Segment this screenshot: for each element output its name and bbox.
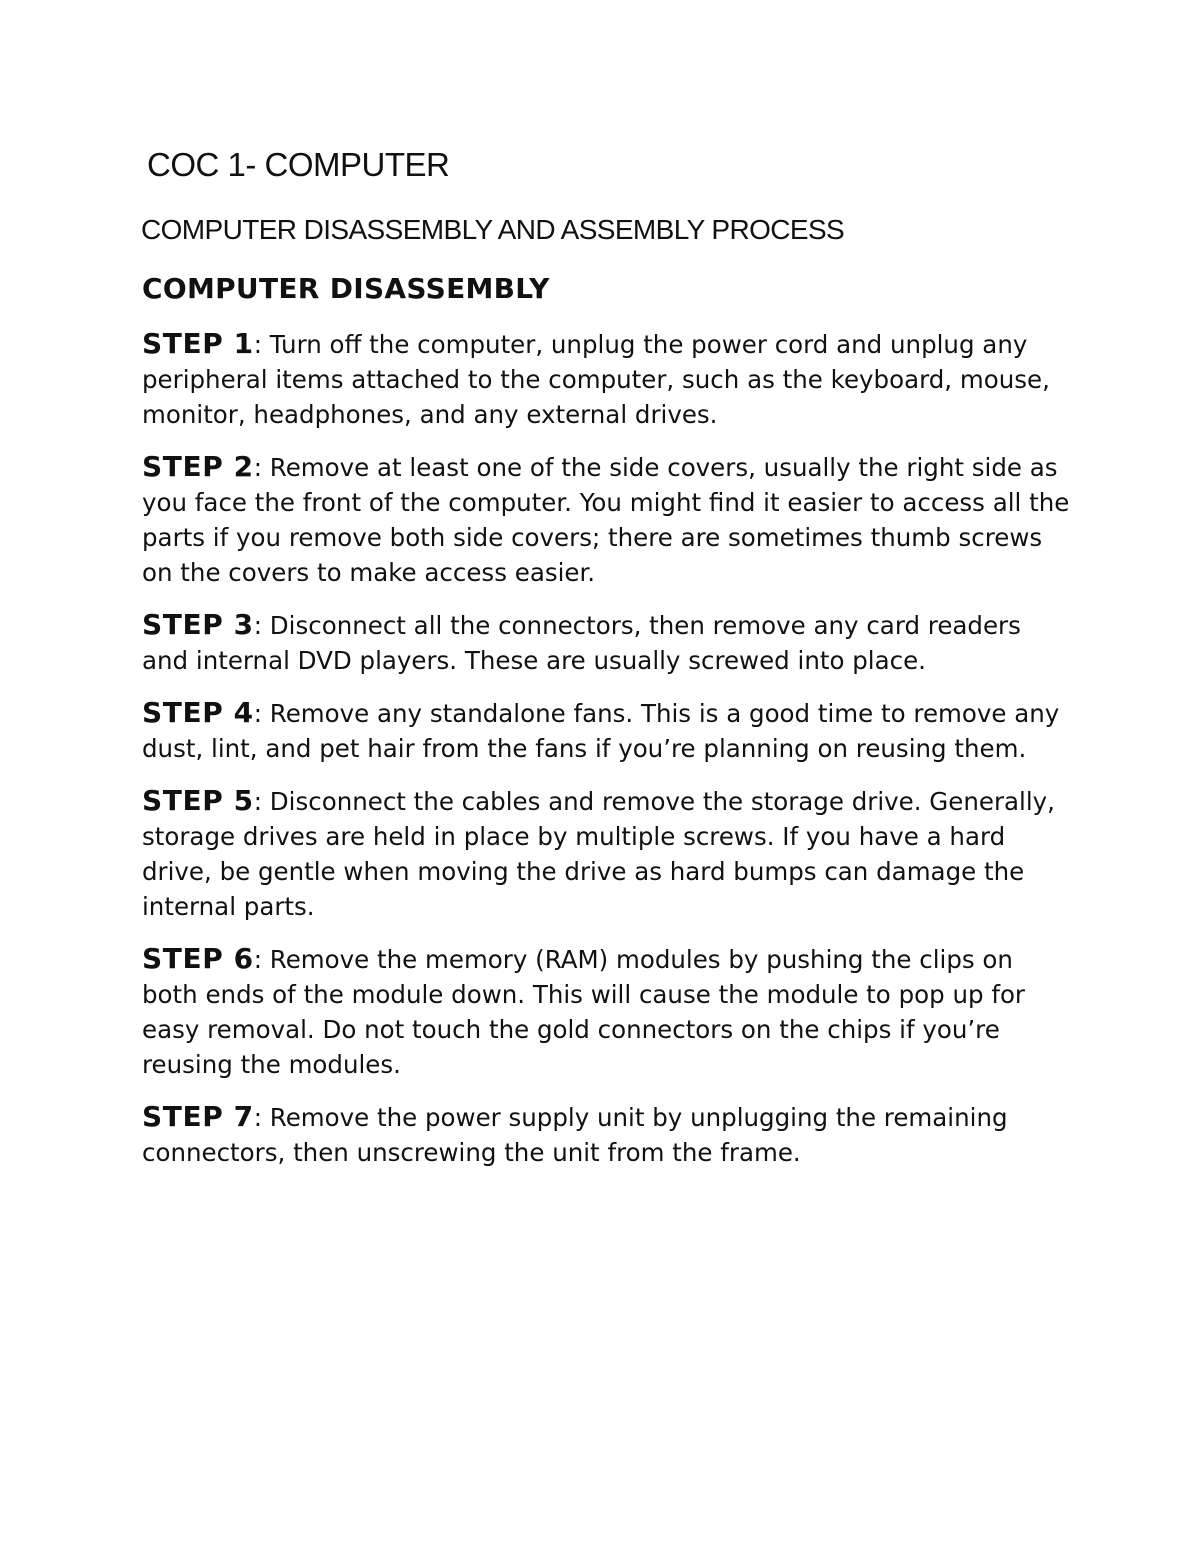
step-3 [142, 607, 1072, 678]
document-subtitle: COMPUTER DISASSEMBLY AND ASSEMBLY PROCESS [141, 214, 845, 245]
step-text: : Disconnect all the connectors, then remove any card readers and internal DVD players. These are usually screwed into place. [142, 611, 1021, 675]
step-label: STEP 6 [142, 942, 254, 975]
step-6 [142, 941, 1072, 1082]
step-label: STEP 2 [142, 450, 254, 483]
step-label: STEP 3 [142, 608, 254, 641]
steps-list [142, 326, 1072, 1187]
step-1 [142, 326, 1072, 432]
step-text: : Remove the memory (RAM) modules by pushing the clips on both ends of the module down. This will cause the module to pop up for easy removal. Do not touch the gold connectors on the chips if you’re reusing the modules. [142, 945, 1026, 1079]
step-label: STEP 1 [142, 327, 254, 360]
step-text: : Remove the power supply unit by unplugging the remaining connectors, then unscrewing the unit from the frame. [142, 1103, 1008, 1167]
step-text: : Disconnect the cables and remove the storage drive. Generally, storage drives are held in place by multiple screws. If you have a hard drive, be gentle when moving the drive as hard bumps can damage the internal parts. [142, 787, 1055, 921]
step-2 [142, 449, 1072, 590]
step-label: STEP 5 [142, 784, 254, 817]
step-label: STEP 7 [142, 1100, 254, 1133]
step-text: : Remove any standalone fans. This is a good time to remove any dust, lint, and pet hair from the fans if you’re planning on reusing them. [142, 699, 1060, 763]
step-label: STEP 4 [142, 696, 254, 729]
section-heading: COMPUTER DISASSEMBLY [142, 272, 550, 305]
step-text: : Remove at least one of the side covers, usually the right side as you face the front of the computer. You might find it easier to access all the parts if you remove both side covers; there are sometimes thumb screws on the covers to make access easier. [142, 453, 1070, 587]
step-text: : Turn off the computer, unplug the power cord and unplug any peripheral items attached to the computer, such as the keyboard, mouse, monitor, headphones, and any external drives. [142, 330, 1050, 429]
step-5 [142, 783, 1072, 924]
step-7 [142, 1099, 1072, 1170]
document-title: COC 1- COMPUTER [147, 146, 450, 183]
step-4 [142, 695, 1072, 766]
